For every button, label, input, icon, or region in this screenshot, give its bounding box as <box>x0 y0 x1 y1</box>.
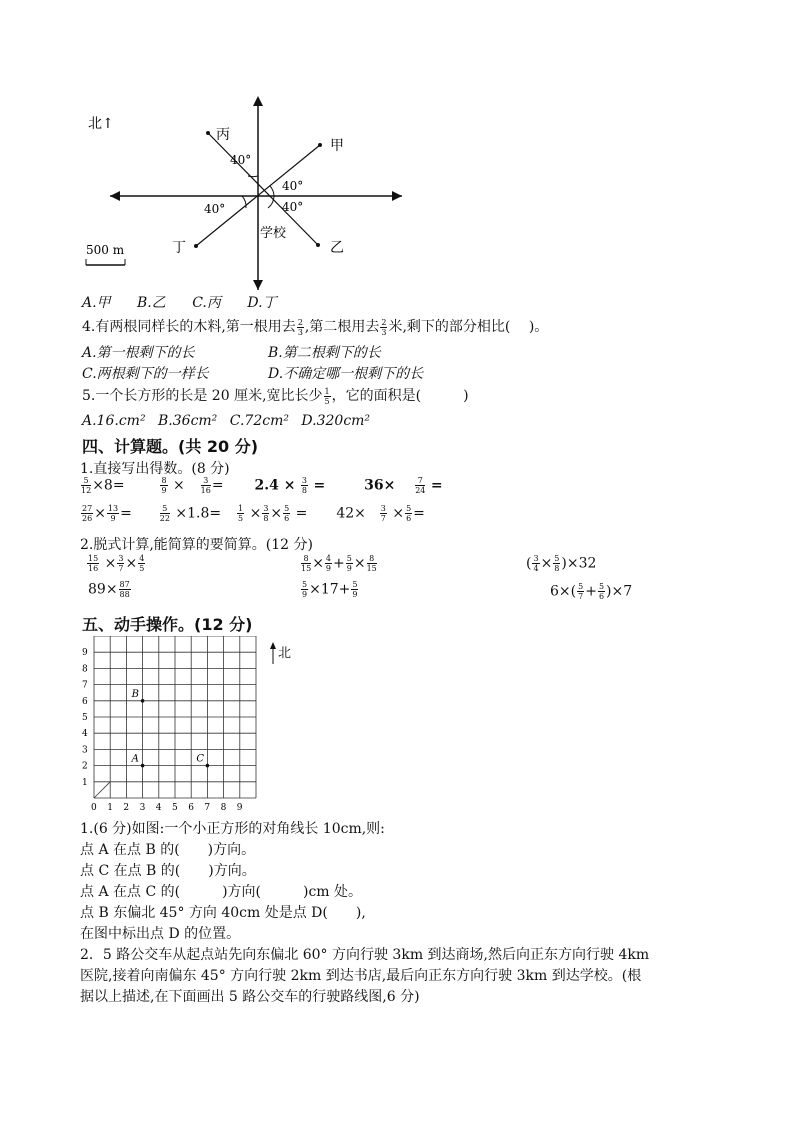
q3-option-d: D.丁 <box>247 295 277 311</box>
x-tick: 4 <box>155 803 162 813</box>
y-tick: 7 <box>82 680 88 691</box>
point-A <box>141 764 145 768</box>
label-school: 学校 <box>260 226 287 241</box>
step-calc-2: $\frac{8}{15}$ × $\frac{4}{9}$ + $\frac{5}{9}$ × $\frac{8}{15}$ <box>301 554 377 573</box>
bus-q-line2: 医院,接着向南偏东 45° 方向行驶 2km 到达书店,最后向正东方向行驶 3km 到达学校。(根 <box>80 968 642 984</box>
x-tick: 5 <box>172 803 178 813</box>
step-calc-4: 89× $\frac{87}{88}$ <box>88 580 130 599</box>
label-bing: 丙 <box>216 127 230 143</box>
ops-q1-c: 点 A 在点 C 的( )方向( )cm 处。 <box>80 884 363 900</box>
q3-option-a: A.甲 <box>82 295 111 311</box>
north-arrow-icon <box>268 642 278 664</box>
step-calc-3: ( $\frac{3}{4}$ × $\frac{5}{8}$ )×32 <box>526 554 597 573</box>
point-label-A: A <box>131 753 139 765</box>
point-label-B: B <box>131 688 139 700</box>
step-calc-1: $\frac{15}{16}$ × $\frac{3}{7}$ × $\frac{4}{5}$ <box>88 554 145 573</box>
q4-question: 4.有两根同样长的木料,第一根用去 $\frac{2}{3}$ ,第二根用去 $\frac{2}{3}$ 米,剩下的部分相比( )。 <box>82 317 549 337</box>
grid-diagram <box>80 636 300 816</box>
label-jia: 甲 <box>330 138 344 154</box>
x-tick: 3 <box>139 803 146 813</box>
x-tick: 1 <box>107 803 113 813</box>
ops-q1-a: 点 A 在点 B 的( )方向。 <box>80 842 256 858</box>
x-tick: 6 <box>188 803 194 813</box>
ops-q1-e: 在图中标出点 D 的位置。 <box>80 926 241 942</box>
angle-4: 40° <box>204 202 226 216</box>
q3-option-b: B.乙 <box>137 295 166 311</box>
y-tick: 1 <box>82 777 88 788</box>
calc-row-2: $\frac{27}{26}$ × $\frac{13}{9}$ = $\frac{5}{22}$ ×1.8= $\frac{1}{5}$ × $\frac{3}{8}$ × $\frac{5}{6}$ = 42× $\frac{3}{7}$ × $\frac{5}{6}$ = <box>82 504 425 523</box>
q5-option-a: A.16.cm² <box>82 413 146 429</box>
step-calc-5: $\frac{5}{9}$ ×17+ $\frac{5}{9}$ <box>302 580 358 599</box>
q4-option-a: A.第一根剩下的长 <box>82 345 195 361</box>
bus-q-line3: 据以上描述,在下面画出 5 路公交车的行驶路线图,6 分) <box>80 989 420 1005</box>
section5-title: 五、动手操作。(12 分) <box>82 615 253 634</box>
q5-question: 5.一个长方形的长是 20 厘米,宽比长少 $\frac{1}{5}$ ，它的面积是( ) <box>82 386 469 406</box>
q4-option-b: B.第二根剩下的长 <box>268 345 381 361</box>
x-tick: 0 <box>91 803 97 813</box>
sec4-q1: 1.直接写出得数。(8 分) <box>80 461 230 477</box>
calc-row-1: $\frac{5}{12}$ ×8= $\frac{8}{9}$ × $\frac{3}{16}$ = 2.4 × $\frac{3}{8}$ = 36× $\frac{7}{24}$ = <box>81 476 443 495</box>
compass-diagram <box>80 90 420 295</box>
y-tick: 2 <box>82 761 88 772</box>
bus-q-line1: 2．5 路公交车从起点站先向东偏北 60° 方向行驶 3km 到达商场,然后向正东方向行驶 4km <box>80 947 650 963</box>
q5-option-b: B.36cm² <box>158 413 218 429</box>
q5-option-c: C.72cm² <box>229 413 289 429</box>
x-tick: 7 <box>204 803 211 813</box>
q5-option-d: D.320cm² <box>301 413 371 429</box>
q4-option-c: C.两根剩下的一样长 <box>82 366 209 382</box>
diagonal-line <box>94 782 110 798</box>
north-label: 北↑ <box>88 116 114 132</box>
angle-3: 40° <box>282 200 304 214</box>
ops-q1-b: 点 C 在点 B 的( )方向。 <box>80 863 256 879</box>
y-tick: 3 <box>82 745 88 756</box>
y-tick: 6 <box>82 696 88 707</box>
x-tick: 9 <box>236 803 243 813</box>
q3-option-c: C.丙 <box>192 295 221 311</box>
ops-q1: 1.(6 分)如图:一个小正方形的对角线长 10cm,则: <box>80 821 385 837</box>
point-C <box>206 764 210 768</box>
point-B <box>141 699 145 703</box>
x-tick: 8 <box>220 803 227 813</box>
q4-option-d: D.不确定哪一根剩下的长 <box>268 366 424 382</box>
y-tick: 8 <box>82 664 88 675</box>
y-tick: 4 <box>82 729 88 740</box>
scale-label: 500 m <box>86 243 125 257</box>
angle-1: 40° <box>230 153 252 167</box>
step-calc-6: 6×( $\frac{5}{7}$ + $\frac{5}{6}$ )×7 <box>550 582 633 601</box>
q3-options <box>82 292 277 312</box>
y-tick: 5 <box>82 713 88 723</box>
label-yi: 乙 <box>330 240 344 256</box>
label-ding: 丁 <box>172 240 186 256</box>
y-tick: 9 <box>82 648 88 659</box>
sec4-q2: 2.脱式计算,能简算的要简算。(12 分) <box>80 537 313 553</box>
angle-2: 40° <box>282 179 304 193</box>
section4-title: 四、计算题。(共 20 分) <box>82 437 259 456</box>
x-tick: 2 <box>123 803 130 813</box>
grid-north: 北 <box>268 642 291 664</box>
ops-q1-d: 点 B 东偏北 45° 方向 40cm 处是点 D( ), <box>80 905 366 921</box>
q5-options <box>82 413 370 429</box>
point-label-C: C <box>196 753 205 765</box>
